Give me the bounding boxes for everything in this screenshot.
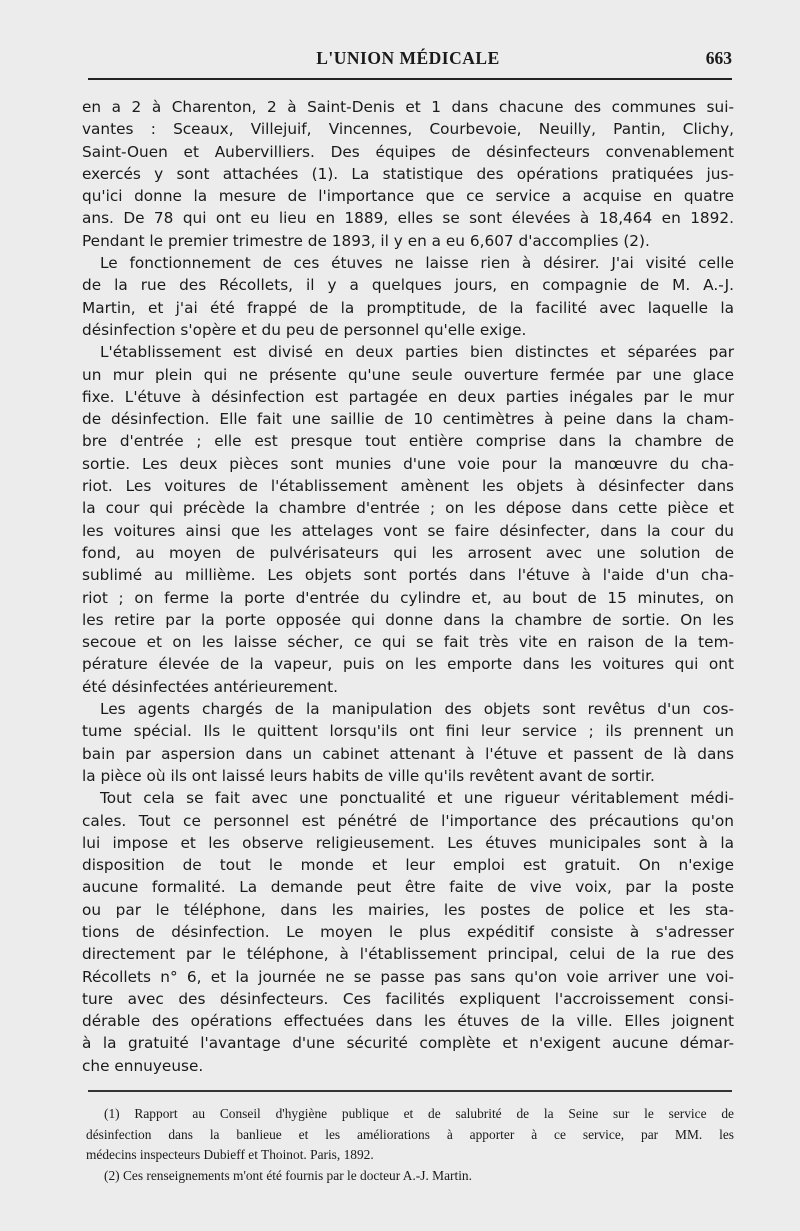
footnote-rule	[88, 1090, 732, 1092]
text-line: de la rue des Récollets, il y a quelques jours, en compagnie de M. A.-J.	[82, 276, 734, 295]
text-line: à la gratuité l'avantage d'une sécurité complète et n'exigent aucune démar-	[82, 1034, 734, 1053]
footnote	[86, 1104, 734, 1166]
text-line: été désinfectées antérieurement.	[82, 677, 338, 696]
text-line: disposition de tout le monde et leur emploi est gratuit. On n'exige	[82, 856, 734, 875]
text-line: Pendant le premier trimestre de 1893, il y en a eu 6,607 d'accomplies (2).	[82, 231, 650, 250]
footnote	[86, 1166, 734, 1187]
text-line: bain par aspersion dans un cabinet attenant à l'étuve et passent de là dans	[82, 744, 734, 763]
text-line: Récollets n° 6, et la journée ne se passe pas sans qu'on voie arriver une voi-	[82, 967, 734, 986]
text-line: ture avec des désinfecteurs. Ces facilités expliquent l'accroissement consi-	[82, 989, 734, 1008]
text-line: Les agents chargés de la manipulation des objets sont revêtus d'un cos-	[100, 700, 734, 719]
paragraph	[82, 252, 734, 341]
text-line: cales. Tout ce personnel est pénétré de l'importance des précautions qu'on	[82, 811, 734, 830]
footnote-line: (1) Rapport au Conseil d'hygiène publique et de salubrité de la Seine sur le service de	[104, 1106, 734, 1121]
page-number: 663	[705, 48, 732, 68]
text-line: bre d'entrée ; elle est presque tout entière comprise dans la chambre de	[82, 432, 734, 451]
text-line: désinfection s'opère et du peu de personnel qu'elle exige.	[82, 320, 527, 339]
header-rule	[88, 78, 732, 80]
text-line: les voitures ainsi que les attelages vont se faire désinfecter, dans la cour du	[82, 521, 734, 540]
text-line: fixe. L'étuve à désinfection est partagée en deux parties inégales par le mur	[82, 387, 734, 406]
paragraph	[82, 96, 734, 252]
running-title: L'UNION MÉDICALE	[316, 48, 500, 68]
text-line: pérature élevée de la vapeur, puis on les emporte dans les voitures qui ont	[82, 655, 734, 674]
text-line: un mur plein qui ne présente qu'une seule ouverture fermée par une glace	[82, 365, 734, 384]
footnote-line: (2) Ces renseignements m'ont été fournis par le docteur A.-J. Martin.	[104, 1167, 472, 1183]
text-line: fond, au moyen de pulvérisateurs qui les arrosent avec une solution de	[82, 543, 734, 562]
text-line: L'établissement est divisé en deux parties bien distinctes et séparées par	[100, 343, 734, 362]
text-line: riot. Les voitures de l'établissement amènent les objets à désinfecter dans	[82, 477, 734, 496]
paragraph	[82, 341, 734, 698]
text-line: aucune formalité. La demande peut être faite de vive voix, par la poste	[82, 878, 734, 897]
text-line: riot ; on ferme la porte d'entrée du cylindre et, au bout de 15 minutes, on	[82, 588, 734, 607]
text-line: la cour qui précède la chambre d'entrée ; on les dépose dans cette pièce et	[82, 499, 734, 518]
text-line: sortie. Les deux pièces sont munies d'une voie pour la manœuvre du cha-	[82, 454, 734, 473]
text-line: dérable des opérations effectuées dans les étuves de la ville. Elles joignent	[82, 1012, 734, 1031]
body-text	[82, 96, 734, 1077]
footnote-line: médecins inspecteurs Dubieff et Thoinot. Paris, 1892.	[86, 1147, 374, 1162]
text-line: sublimé au millième. Les objets sont portés dans l'étuve à l'aide d'un cha-	[82, 566, 734, 585]
text-line: en a 2 à Charenton, 2 à Saint-Denis et 1 dans chacune des communes sui-	[82, 98, 734, 116]
text-line: de désinfection. Elle fait une saillie de 10 centimètres à peine dans la cham-	[82, 410, 734, 429]
text-line: che ennuyeuse.	[82, 1056, 204, 1075]
text-line: exercés y sont attachées (1). La statistique des opérations pratiquées jus-	[82, 164, 734, 183]
page-header	[84, 48, 732, 74]
footnotes	[86, 1104, 734, 1186]
text-line: la pièce où ils ont laissé leurs habits de ville qu'ils revêtent avant de sortir.	[82, 766, 655, 785]
text-line: les retire par la porte opposée qui donne dans la chambre de sortie. On les	[82, 610, 734, 629]
text-line: qu'ici donne la mesure de l'importance que ce service a acquise en quatre	[82, 187, 734, 206]
text-line: Saint-Ouen et Aubervilliers. Des équipes de désinfecteurs convenablement	[82, 142, 734, 161]
text-line: lui impose et les observe religieusement. Les étuves municipales sont à la	[82, 833, 734, 852]
text-line: Le fonctionnement de ces étuves ne laisse rien à désirer. J'ai visité celle	[100, 254, 734, 273]
paragraph	[82, 787, 734, 1077]
text-line: Martin, et j'ai été frappé de la promptitude, de la facilité avec laquelle la	[82, 298, 734, 317]
text-line: ou par le téléphone, dans les mairies, les postes de police et les sta-	[82, 900, 734, 919]
text-line: ans. De 78 qui ont eu lieu en 1889, elles se sont élevées à 18,464 en 1892.	[82, 209, 734, 228]
text-line: tions de désinfection. Le moyen le plus expéditif consiste à s'adresser	[82, 922, 734, 941]
text-line: directement par le téléphone, à l'établissement principal, celui de la rue des	[82, 945, 734, 964]
footnote-line: désinfection dans la banlieue et les améliorations à apporter à ce service, par MM. les	[86, 1126, 734, 1142]
text-line: secoue et on les laisse sécher, ce qui se fait très vite en raison de la tem-	[82, 633, 734, 652]
paragraph	[82, 698, 734, 787]
text-line: vantes : Sceaux, Villejuif, Vincennes, Courbevoie, Neuilly, Pantin, Clichy,	[82, 120, 734, 139]
text-line: tume spécial. Ils le quittent lorsqu'ils ont fini leur service ; ils prennent un	[82, 722, 734, 741]
text-line: Tout cela se fait avec une ponctualité et une rigueur véritablement médi-	[100, 789, 734, 808]
